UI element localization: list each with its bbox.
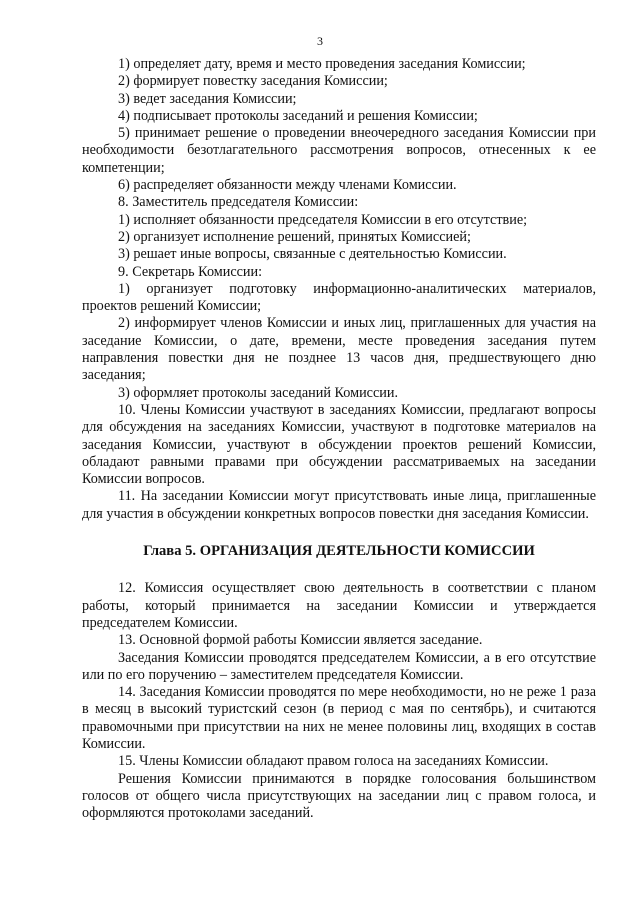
paragraph: 6) распределяет обязанности между членами Комиссии. — [118, 177, 457, 194]
document-body — [82, 56, 596, 822]
paragraph: 10. Члены Комиссии участвуют в заседаниях Комиссии, предлагают вопросы для обсуждения на заседаниях Комиссии, участвуют в подготовке материалов на заседания Комиссии, участвуют в обсуждении проектов решений Комиссии, обладают равными правами при обсуждении рассматриваемых на заседании Комиссии вопросов. — [82, 401, 596, 488]
paragraph: 2) формирует повестку заседания Комиссии; — [118, 73, 388, 90]
paragraph: 1) исполняет обязанности председателя Комиссии в его отсутствие; — [118, 211, 528, 228]
paragraph: 8. Заместитель председателя Комиссии: — [118, 194, 359, 211]
paragraph: 5) принимает решение о проведении внеочередного заседания Комиссии при необходимости безотлагательного рассмотрения вопросов, отнесенных к ее компетенции; — [82, 125, 596, 176]
paragraph: 12. Комиссия осуществляет свою деятельность в соответствии с планом работы, который принимается на заседании Комиссии и утверждается председателем Комиссии. — [82, 580, 596, 631]
chapter-title: Глава 5. ОРГАНИЗАЦИЯ ДЕЯТЕЛЬНОСТИ КОМИССИИ — [143, 543, 535, 560]
paragraph: 3) ведет заседания Комиссии; — [118, 90, 297, 107]
paragraph: 2) организует исполнение решений, принятых Комиссией; — [118, 228, 471, 245]
paragraph: 9. Секретарь Комиссии: — [118, 263, 263, 280]
paragraph: 3) решает иные вопросы, связанные с деятельностью Комиссии. — [118, 246, 507, 263]
paragraph: Заседания Комиссии проводятся председателем Комиссии, а в его отсутствие или по его поручению – заместителем председателя Комиссии. — [82, 649, 596, 683]
page-number: 3 — [317, 34, 323, 48]
paragraph: 13. Основной формой работы Комиссии является заседание. — [118, 632, 483, 649]
paragraph: 4) подписывает протоколы заседаний и решения Комиссии; — [118, 107, 478, 124]
paragraph: 3) оформляет протоколы заседаний Комиссии. — [118, 384, 398, 401]
paragraph: 2) информирует членов Комиссии и иных лиц, приглашенных для участия на заседание Комиссии, о дате, времени, месте проведения заседания путем направления повестки дня не позднее 13 часов дня, предшествующего дню заседания; — [82, 315, 596, 384]
paragraph: 1) организует подготовку информационно-аналитических материалов, проектов решений Комиссии; — [82, 280, 596, 315]
paragraph: Решения Комиссии принимаются в порядке голосования большинством голосов от общего числа присутствующих на заседании лиц с правом голоса, и оформляются протоколами заседаний. — [82, 770, 596, 822]
paragraph: 11. На заседании Комиссии могут присутствовать иные лица, приглашенные для участия в обсуждении конкретных вопросов повестки дня заседания Комиссии. — [82, 488, 596, 522]
section-after-chapter — [82, 580, 596, 822]
paragraph: 14. Заседания Комиссии проводятся по мере необходимости, но не реже 1 раза в месяц в высокий туристский сезон (в период с мая по сентябрь), и считаются правомочными при присутствии на них не менее половины лиц, входящих в состав Комиссии. — [82, 684, 596, 752]
paragraph: 15. Члены Комиссии обладают правом голоса на заседаниях Комиссии. — [118, 753, 549, 770]
section-before-chapter — [82, 56, 596, 523]
paragraph: 1) определяет дату, время и место проведения заседания Комиссии; — [118, 56, 526, 72]
